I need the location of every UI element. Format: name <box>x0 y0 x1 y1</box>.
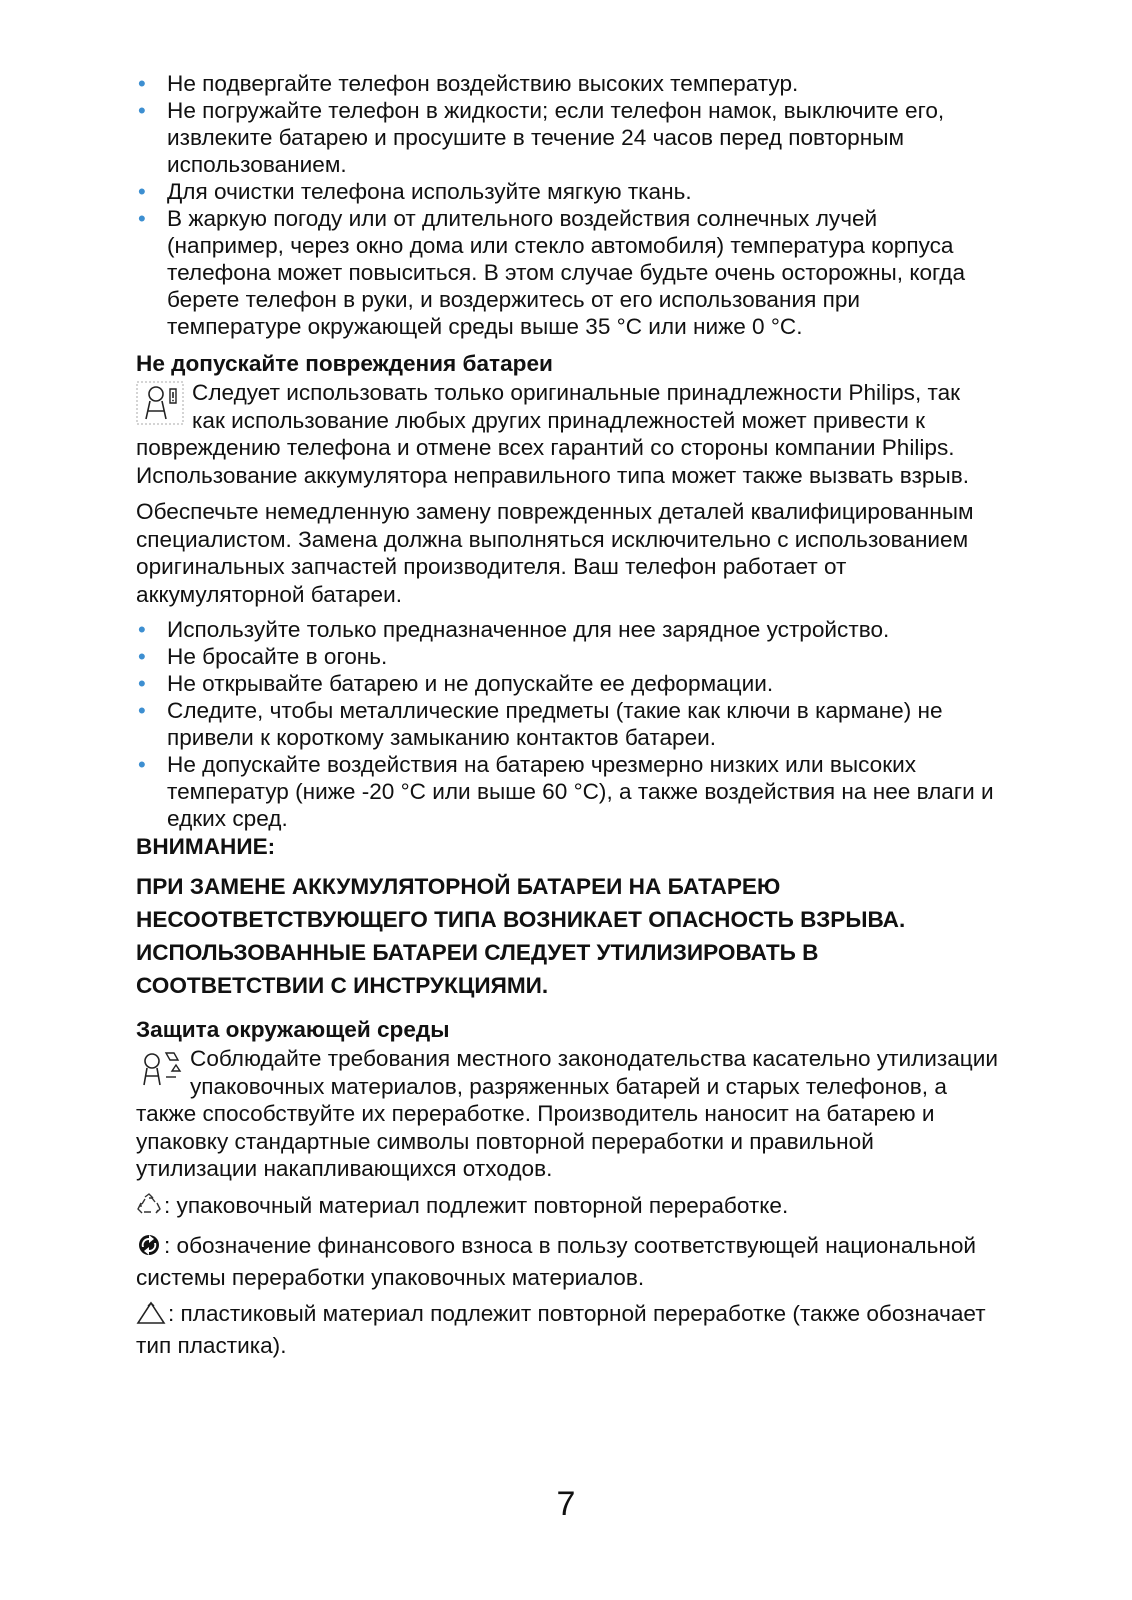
list-item: • Следите, чтобы металлические предметы (такие как ключи в кармане) не привели к короткому замыканию контактов батареи. <box>138 698 943 750</box>
bullet-icon: • <box>138 206 146 231</box>
list-item: • Не открывайте батарею и не допускайте ее деформации. <box>138 671 774 696</box>
list-item: • Для очистки телефона используйте мягкую ткань. <box>138 179 692 204</box>
recycling-character-icon <box>136 1047 182 1096</box>
warning-body: ПРИ ЗАМЕНЕ АККУМУЛЯТОРНОЙ БАТАРЕИ НА БАТАРЕЮ НЕСООТВЕТСТВУЮЩЕГО ТИПА ВОЗНИКАЕТ ОПАСНОСТЬ ВЗРЫВА. ИСПОЛЬЗОВАННЫЕ БАТАРЕИ СЛЕДУЕТ УТИЛИЗИРОВАТЬ В СООТВЕТСТВИИ С ИНСТРУКЦИЯМИ. <box>136 874 906 998</box>
page-content <box>136 70 998 1359</box>
list-item: • Не погружайте телефон в жидкости; если телефон намок, выключите его, извлеките батарею и просушите в течение 24 часов перед повторным использованием. <box>138 98 945 177</box>
battery-paragraph-2: Обеспечьте немедленную замену поврежденных деталей квалифицированным специалистом. Замена должна выполняться исключительно с использованием оригинальных запчастей производителя. Ваш телефон работает от аккумуляторной батареи. <box>136 499 974 607</box>
battery-paragraph-1: Следует использовать только оригинальные принадлежности Philips, так как использование любых других принадлежностей может привести к повреждению телефона и отмене всех гарантий со стороны компании Philips. Использование аккумулятора неправильного типа может также вызвать взрыв. <box>136 380 969 488</box>
warning-character-icon <box>136 381 184 432</box>
bullet-icon: • <box>138 179 146 204</box>
list-item: • Не бросайте в огонь. <box>138 644 388 669</box>
symbol-green-dot-line: : обозначение финансового взноса в пользу соответствующей национальной системы переработки упаковочных материалов. <box>136 1233 977 1290</box>
battery-section-heading: Не допускайте повреждения батареи <box>136 351 553 376</box>
list-item: • Используйте только предназначенное для нее зарядное устройство. <box>138 617 890 642</box>
symbol-recycle-line: : упаковочный материал подлежит повторной переработке. <box>136 1192 998 1224</box>
warning-heading: ВНИМАНИЕ: <box>136 834 276 859</box>
battery-bullet-list <box>136 616 998 832</box>
bullet-icon: • <box>138 98 146 123</box>
list-item: • В жаркую погоду или от длительного воздействия солнечных лучей (например, через окно дома или стекло автомобиля) температура корпуса телефона может повыситься. В этом случае будьте очень осторожны, когда берете телефон в руки, и воздержитесь от его использования при температуре окружающей среды выше 35 °C или ниже 0 °C. <box>138 206 966 339</box>
list-item: • Не допускайте воздействия на батарею чрезмерно низких или высоких температур (ниже -20 °C или выше 60 °C), а также воздействия на нее влаги и едких сред. <box>138 752 994 831</box>
top-bullet-list <box>136 70 998 340</box>
bullet-icon: • <box>138 698 146 723</box>
bullet-icon: • <box>138 644 146 669</box>
symbol-plastic-line: : пластиковый материал подлежит повторной переработке (также обозначает тип пластика). <box>136 1301 986 1358</box>
environment-paragraph: Соблюдайте требования местного законодательства касательно утилизации упаковочных материалов, разряженных батарей и старых телефонов, а также способствуйте их переработке. Производитель наносит на батарею и упаковку стандартные символы повторной переработки и правильной утилизации накапливающихся отходов. <box>136 1046 998 1181</box>
list-item: • Не подвергайте телефон воздействию высоких температур. <box>138 71 799 96</box>
bullet-icon: • <box>138 71 146 96</box>
recycle-icon <box>136 1193 162 1224</box>
bullet-icon: • <box>138 671 146 696</box>
environment-section-heading: Защита окружающей среды <box>136 1017 450 1042</box>
plastic-recycle-triangle-icon <box>136 1301 166 1332</box>
bullet-icon: • <box>138 752 146 777</box>
bullet-icon: • <box>138 617 146 642</box>
page-number: 7 <box>556 1485 576 1523</box>
green-dot-icon <box>136 1233 162 1264</box>
